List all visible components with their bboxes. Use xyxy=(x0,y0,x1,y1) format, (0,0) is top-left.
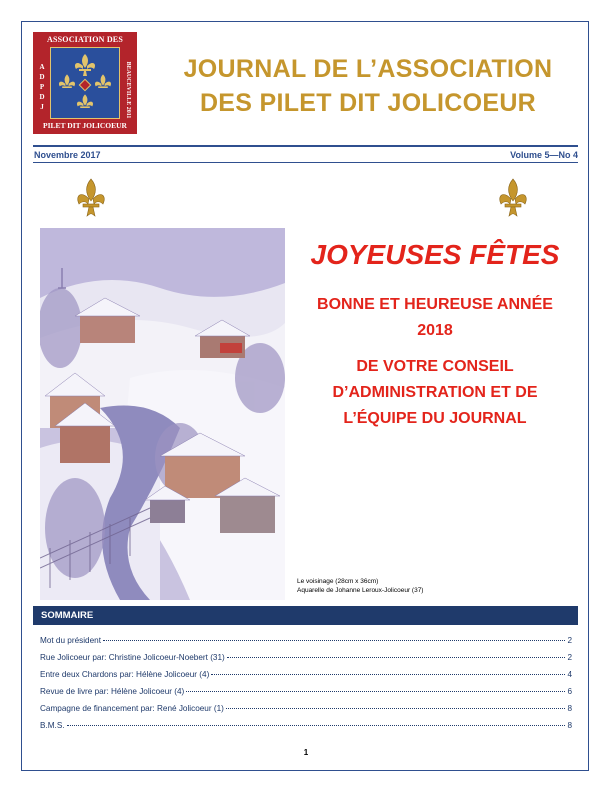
toc-leader xyxy=(211,674,565,675)
toc-item-page: 2 xyxy=(567,636,572,645)
logo-shield xyxy=(50,47,120,119)
toc-item-label: Rue Jolicoeur par: Christine Jolicoeur-Noebert (31) xyxy=(40,653,225,662)
toc-item-label: Revue de livre par: Hélène Jolicoeur (4) xyxy=(40,687,185,696)
greeting-line4: D’ADMINISTRATION ET DE xyxy=(332,384,538,401)
journal-title xyxy=(148,52,588,120)
toc-leader xyxy=(226,708,566,709)
toc-item-label: Campagne de financement par: René Jolicoeur (1) xyxy=(40,704,224,713)
greeting-body xyxy=(290,292,580,432)
greeting-line1: BONNE ET HEUREUSE ANNÉE xyxy=(317,296,553,313)
caption-line2: Aquarelle de Johanne Leroux-Jolicoeur (37) xyxy=(297,587,424,594)
toc-item-page: 8 xyxy=(567,721,572,730)
journal-title-line1: JOURNAL DE L’ASSOCIATION xyxy=(183,55,553,83)
logo-side-right-text: BEAUCEVILLE 2011 xyxy=(125,61,131,119)
issue-volume: Volume 5—No 4 xyxy=(510,150,578,160)
table-of-contents xyxy=(40,636,572,738)
toc-item-rue-jolicoeur[interactable] xyxy=(40,653,572,670)
watercolor-painting xyxy=(40,228,285,600)
toc-title: SOMMAIRE xyxy=(41,610,94,621)
toc-item-campagne-de-financement[interactable] xyxy=(40,704,572,721)
caption-line1: Le voisinage (28cm x 36cm) xyxy=(297,578,379,585)
toc-item-label: Entre deux Chardons par: Hélène Jolicoeur (4) xyxy=(40,670,210,679)
toc-leader xyxy=(227,657,566,658)
toc-leader xyxy=(67,725,566,726)
toc-leader xyxy=(186,691,565,692)
logo-bottom-text: PILET DIT JOLICOEUR xyxy=(43,121,127,130)
painting-caption xyxy=(297,577,423,595)
logo-top-text: ASSOCIATION DES xyxy=(47,35,123,44)
logo-fleurs-icon xyxy=(51,48,119,118)
toc-item-entre-deux-chardons[interactable] xyxy=(40,670,572,687)
fleur-de-lis-icon xyxy=(498,178,528,220)
header-rule-bottom xyxy=(33,162,578,163)
toc-item-page: 8 xyxy=(567,704,572,713)
journal-title-line2: DES PILET DIT JOLICOEUR xyxy=(199,89,537,117)
issue-date: Novembre 2017 xyxy=(34,150,101,160)
toc-item-revue-de-livre[interactable] xyxy=(40,687,572,704)
logo-side-left-text: ADPDJ xyxy=(39,63,45,111)
toc-item-page: 6 xyxy=(567,687,572,696)
header-rule-top xyxy=(33,145,578,147)
toc-item-page: 2 xyxy=(567,653,572,662)
toc-item-page: 4 xyxy=(567,670,572,679)
toc-item-label: B.M.S. xyxy=(40,721,65,730)
toc-item-label: Mot du président xyxy=(40,636,101,645)
fleur-de-lis-icon xyxy=(76,178,106,220)
greeting-line5: L’ÉQUIPE DU JOURNAL xyxy=(343,410,527,427)
toc-item-mot-du-president[interactable] xyxy=(40,636,572,653)
toc-item-bms[interactable] xyxy=(40,721,572,738)
page-number: 1 xyxy=(303,748,309,757)
greeting-line3: DE VOTRE CONSEIL xyxy=(356,358,514,375)
greeting-heading: JOYEUSES FÊTES xyxy=(310,239,560,270)
toc-leader xyxy=(103,640,565,641)
greeting-line2: 2018 xyxy=(417,322,453,339)
toc-header xyxy=(33,606,578,625)
association-logo xyxy=(33,32,137,134)
